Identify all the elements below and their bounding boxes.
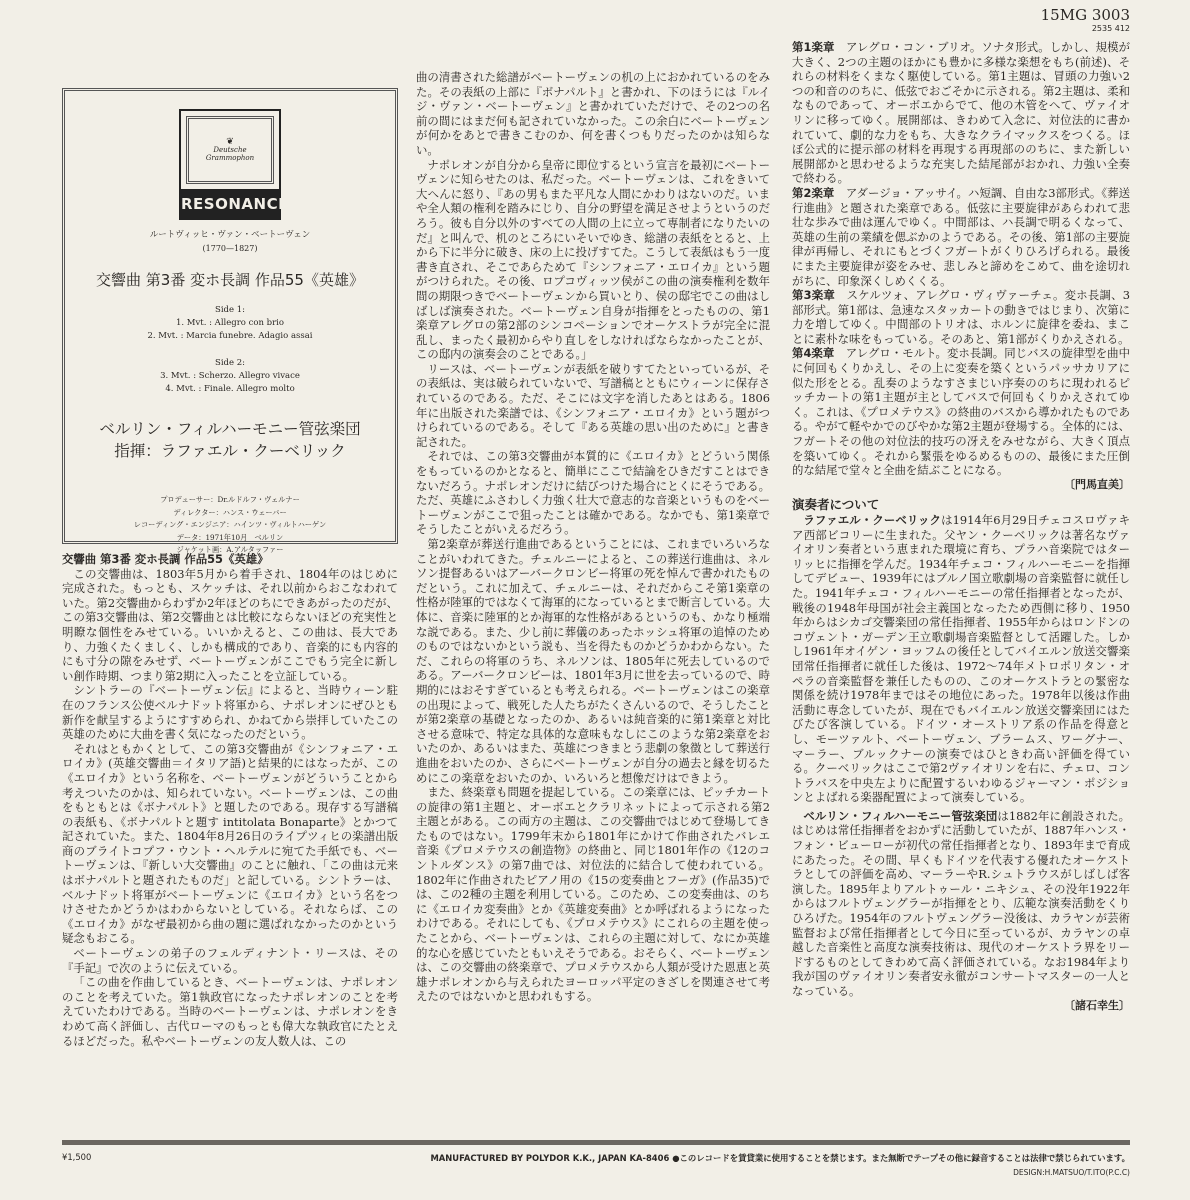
track: 2. Mvt. : Marcia funebre. Adagio assai: [147, 331, 313, 341]
catalog-sub: 2535 412: [1091, 24, 1130, 33]
movement-label: 第1楽章: [792, 40, 835, 54]
paragraph: それはともかくとして、この第3交響曲が《シンフォニア・エロイカ》(英雄交響曲＝イタリア語)と結果的にはなったが、この《エロイカ》という名称を、ベートーヴェンがどういうことから考えついたのかは、知られていない。ベートーヴェンは、この曲をもともとは《ボナパルト》と題したのである。現存する写譜稿の表紙も、《ボナパルトと題す intitolata Bonaparte》とかつて記されていた。また、1804年8月26日のライプツィヒの楽譜出版商のブライトコプフ・ウント・ヘルテルに宛てた手紙でも、ベートーヴェンは、『新しい大交響曲』のことに触れ、「この曲は元来はボナパルトと題されたものだ」と記している。シントラーは、ベルナドット将軍がベートーヴェンに《エロイカ》という名をつけさせたかどうかはわからないとしている。それならば、この《エロイカ》がなぜ最初から曲の題に選ばれなかったのかという疑念もおこる。: [62, 741, 398, 946]
movement-text: アダージョ・アッサイ。ハ短調、自由な3部形式。《葬送行進曲》と題された楽章である。低弦に主要旋律があらわれて悲壮な歩みで曲は運んでゆく。中間部は、ハ長調で明るくなって、英雄の生前の業績を偲ぶかのようである。その後、第1部の主要旋律が再帰し、それにもとづくフガートがくりひろげられる。最後にまた主要旋律が姿をみせ、悲しみと諦めをこめて、曲を途切れがちに、印象深くしめくくる。: [792, 185, 1130, 288]
design-credit: DESIGN:H.MATSUO/T.ITO(P.C.C): [1013, 1168, 1130, 1177]
track: 3. Mvt. : Scherzo. Allegro vivace: [160, 371, 300, 381]
credit-line: ディレクター：ハンス・ウェーバー: [173, 507, 287, 517]
composer: ルートヴィッヒ・ヴァン・ベートーヴェン: [149, 230, 311, 240]
credit-line: データ：1971年10月 ベルリン: [176, 532, 284, 542]
series-name: RESONANCE: [181, 189, 279, 218]
album-info-box: [62, 88, 398, 554]
paragraph: 「この曲を作曲しているとき、ベートーヴェンは、ナポレオンのことを考えていた。第1執政官になったナポレオンのことを考えていたわけである。当時のベートーヴェンは、ナポレオンをきわめて高く評価し、古代ローマのもっとも偉大な執政官にたとえるほどだった。私やベートーヴェンの友人数人は、この: [62, 975, 398, 1048]
paragraph: ベートーヴェンの弟子のフェルディナント・リースは、その『手記』で次のように伝えている。: [62, 946, 398, 975]
performers: [65, 418, 395, 462]
footer-divider: [62, 1140, 1130, 1145]
side-label: Side 2:: [215, 358, 245, 368]
side-label: Side 1:: [215, 305, 245, 315]
credit-line: プロデューサー：Dr.ルドルフ・ヴェルナー: [160, 495, 300, 504]
movement-text: スケルツォ、アレグロ・ヴィヴァーチェ。変ホ長調、3部形式。第1部は、急速なスタッカートの動きではじまり、次第に力を増してゆく。中間部のトリオは、ホルンに旋律を委ね、まことに素朴な味をもっている。そのあと、第1部がくりかえされる。: [792, 288, 1130, 346]
movement-4: [792, 346, 1130, 477]
paragraph: また、終楽章も問題を提起している。この楽章には、ピッチカートの旋律の第1主題と、オーボエとクラリネットによって示される第2主題とがある。この両方の主題は、この交響曲ではじめて登場してきたものではない。1799年末から1801年にかけて作曲されたバレエ音楽《プロメテウスの創造物》の終曲と、同じ1801年作の《12のコントルダンス》の第7曲では、対位法的に結合して使われている。1802年に作曲されたピアノ用の《15の変奏曲とフーガ》(作品35)では、この2種の主題を利用している。このため、この変奏曲は、のちに《エロイカ変奏曲》とか《英雄変奏曲》とか呼ばれるようになったわけである。それにしても、《プロメテウス》にこれらの主題を使ったことから、ベートーヴェンは、これらの主題に対して、なにか英雄的な心を感じていたともいえそうである。おそらく、ベートーヴェンは、この交響曲の終楽章で、プロメテウスから人類が受けた恩恵と英雄ナポレオンから与えられたヨーロッパ平定のきざしを関連させて考えたのではないかと思われもする。: [416, 785, 770, 1004]
orchestra: ベルリン・フィルハーモニー管弦楽団: [99, 420, 361, 438]
liner-notes-middle: [416, 70, 770, 1004]
tulip-icon: ❦: [226, 137, 234, 147]
price: ¥1,500: [62, 1152, 92, 1162]
conductor: 指揮：ラファエル・クーベリック: [114, 442, 346, 460]
bio-text: は1882年に創設された。はじめは常任指揮者をおかずに活動していたが、1887年ハンス・フォン・ビューローが初代の常任指揮者となり、1893年まで育成にあたった。その間、早くもドイツを代表する優れたオーケストラとしての評価を高め、マーラーやR.シュトラウスがしばしば客演した。1895年よりアルトゥール・ニキシュ、その没年1922年からはフルトヴェングラーが指揮をとり、広範な演奏活動をくりひろげた。1954年のフルトヴェングラー没後は、カラヤンが芸術監督および常任指揮者として今日に至っているが、カラヤンの卓越した音楽性と高度な演奏技術は、現代のオーケストラ界をリードするものとしてきわめて高く評価されている。なお1984年より我が国のヴァイオリン奏者安永徹がコンサートマスターの一人となっている。: [792, 808, 1130, 998]
composer-dates: (1770—1827): [202, 244, 258, 253]
bio-text: は1914年6月29日チェコスロヴァキア西部ビコリーに生まれた。父ヤン・クーベリックは著名なヴァイオリン奏者という恵まれた環境に育ち、プラハ音楽院ではターリッヒに指揮を学んだ。1934年チェコ・フィルハーモニーを指揮してデビュー、1939年にはブルノ国立歌劇場の音楽監督に就任した。1941年チェコ・フィルハーモニーの常任指揮者となったが、戦後の1948年母国が社会主義国となったため西側に移り、1950年からはシカゴ交響楽団の常任指揮者、1955年からはロンドンのコヴェント・ガーデン王立歌劇場音楽監督として活躍した。しかし1961年オイゲン・ヨッフムの後任としてバイエルン放送交響楽団常任指揮者に就任した後は、1972〜74年メトロポリタン・オペラの音楽監督を兼任したものの、このオーケストラとの緊密な関係を続け1978年まではその地位にあった。1978年以後は作曲活動に専念していたが、現在でもバイエルン放送交響楽団にはたびたび客演している。ドイツ・オーストリア系の作品を得意とし、モーツァルト、ベートーヴェン、ブラームス、ワーグナー、マーラー、ブルックナーの演奏ではひときわ高い評価を得ている。クーベリックはここで第2ヴァイオリンを右に、チェロ、コントラバスを中央左よりに配置するいわゆるジャーマン・ポジションとよばれる楽器配置によって演奏している。: [792, 513, 1130, 805]
side-2: [65, 357, 395, 396]
catalog-number: [1041, 6, 1130, 33]
credit-line: ジャケット画：A.アルタッファー: [176, 545, 284, 554]
work-title: 交響曲 第3番 変ホ長調 作品55《英雄》: [96, 271, 364, 289]
movement-label: 第3楽章: [792, 288, 836, 303]
paragraph: それでは、この第3交響曲が本質的に《エロイカ》とどういう関係をもっているのかとなると、簡単にここで結論をひきだすことはできないだろう。ナポレオンだけに結びつけた場合にとくにそうである。ただ、英雄にふさわしく力強く壮大で意志的な音楽というものをベートーヴェンがここで狙ったことは確かである。なかでも、第1楽章でそうしたことがいえるだろう。: [416, 449, 770, 537]
section-heading: 交響曲 第3番 変ホ長調 作品55《英雄》: [62, 552, 269, 566]
performers-heading: 演奏者について: [792, 497, 880, 513]
paragraph: リースは、ベートーヴェンが表紙を破りすてたといっているが、その表紙は、実は破られていないで、写譜稿とともにウィーンに保存されているのである。ただ、そこには文字を消したあとはある。1806年に出版された楽譜では、《シンフォニア・エロイカ》という題がつけられているのである。そして『ある英雄の思い出のために』と書き記された。: [416, 361, 770, 449]
author-signature: 〔諸石幸生〕: [1064, 998, 1130, 1012]
paragraph: 第2楽章が葬送行進曲であるということには、これまでいろいろなことがいわれてきた。チェルニーによると、この葬送行進曲は、ネルソン提督あるいはアーバークロンビー将軍の死を悼んで書かれたものだという。これに加えて、チェルニーは、それだからこそ第1楽章の性格が陸軍的ではなくて海軍的になっているとまで断言している。大体に、音楽に陸軍的とか海軍的な性格があるというのも、かなり極端な説である。また、少し前に葬儀のあったホッシュ将軍の追悼のためのものではないかという説も、当を得たものかどうかわからない。ただ、これらの将軍のうち、ネルソンは、1805年に死去しているのである。アーバークロンビーは、1801年3月に世を去っているので、時期的にはおそすぎているとも考えられる。ベートーヴェンはこの楽章の出現によって、戦死した人たちがたくさんいるので、そうしたことが第2楽章の基礎となったのか、あるいは純音楽的に第1楽章と対比させる意味で、特定な具体的な意味もなしにこのような第2楽章をおいたのか、あるいはまた、英雄につきまとう悲劇の象徴として葬送行進曲をおいたのか、さらにベートーヴェンが自分の過去と縁を切るためにこの楽章をおいたのか、いろいろと想像だけはできよう。: [416, 537, 770, 785]
liner-notes-left: [62, 552, 398, 1048]
side-1: [65, 304, 395, 343]
bpo-bio: [792, 809, 1130, 999]
movement-label: 第2楽章: [792, 185, 835, 200]
liner-notes-right: [792, 40, 1130, 1013]
credits: [65, 494, 395, 557]
bio-name: ベルリン・フィルハーモニー管弦楽団: [803, 808, 998, 823]
bio-name: ラファエル・クーベリック: [803, 513, 942, 527]
movement-2: [792, 186, 1130, 288]
credit-line: レコーディング・エンジニア：ハインツ・ヴィルトハーゲン: [133, 520, 327, 529]
author-signature: 〔門馬直美〕: [1064, 477, 1130, 491]
catalog-main: 15MG 3003: [1040, 6, 1130, 24]
track: 4. Mvt. : Finale. Allegro molto: [165, 384, 295, 394]
kubelik-bio: [792, 513, 1130, 805]
movement-text: アレグロ・コン・ブリオ。ソナタ形式。しかし、規模が大きく、2つの主題のほかにも豊かに多様な楽想をもち(前述)、それらの材料をくまなく駆使している。第1主題は、冒頭の力強い2つの和音ののちに、低弦でおごそかに示される。第2主題は、柔和なものであって、オーボエからでて、他の木管をへて、ヴァイオリンに移ってゆく。展開部は、きわめて入念に、対位法的に書かれていて、劇的な力をもち、大きなクライマックスをつくる。ほぼ公式的に提示部の材料を再現する再現部ののちに、また新しい展開部かと思わせるような充実した結尾部がおかれ、力強い全奏で終わる。: [792, 40, 1130, 186]
movement-label: 第4楽章: [792, 346, 835, 361]
paragraph: ナポレオンが自分から皇帝に即位するという宣言を最初にベートーヴェンに知らせたのは、私だった。ベートーヴェンは、これをきいて大へんに怒り、『あの男もまた平凡な人間にかわりはないのだ。いまや全人類の権利を踏みにじり、自分の野望を満足させようというのだろう。彼も自分以外のすべての人間の上に立って専制者になりたいのだ』と叫んで、机のところにいそいでゆき、総譜の表紙をとると、上から下に半分に破き、床の上に投げすてた。こうして表紙はもう一度書き直され、そこであらためて『シンフォニア・エロイカ』という題がつけられた。その後、ロプコヴィッツ侯がこの曲の演奏権利を数年間の期限つきでベートーヴェンから買いとり、侯の邸宅でこの曲はしばしば演奏された。ベートーヴェン自身が指揮をとったものの、第1楽章アレグロの第2部のシンコペーションでオーケストラが完全に混乱し、まったく最初からやり直しをしなければならなかったことが、この邸内の演奏会のことである。」: [416, 157, 770, 362]
movement-text: アレグロ・モルト。変ホ長調。同じバスの旋律型を曲中に何回もくりかえし、その上に変奏を築くというパッサカリアに似た形をとる。乱奏のようなすさまじい序奏ののちに現われるピッチカートの第1主題が主としてバスで何回もくりかえされてゆく。これは、《プロメテウス》の終曲のバスから導かれたものである。やがて軽やかでのびやかな第2主題が登場する。全体的には、フガートその他の対位法的技巧の冴えをみせながら、大きく頂点を築いてゆく。それから緊張をゆるめるものの、最後にまた圧倒的な結尾で堂々と全曲を結ぶことになる。: [792, 346, 1130, 478]
manufacturer-notice: MANUFACTURED BY POLYDOR K.K., JAPAN KA-8406 ●このレコードを賃貸業に使用することを禁じます。また無断でテープその他に録音することは法律で禁じられています。: [430, 1153, 1130, 1163]
dg-resonance-logo: [179, 109, 289, 220]
movement-3: [792, 288, 1130, 346]
track: 1. Mvt. : Allegro con brio: [175, 318, 285, 328]
paragraph: シントラーの『ベートーヴェン伝』によると、当時ウィーン駐在のフランス公使ベルナドット将軍から、ナポレオンにぜひとも新作を献呈するようにすすめられ、かねてから崇拝していたこの英雄のために大曲を書く気になったのだという。: [62, 683, 398, 742]
movement-1: [792, 40, 1130, 186]
paragraph: 曲の清書された総譜がベートーヴェンの机の上におかれているのをみた。その表紙の上部に『ボナパルト』と書かれ、下のほうには『ルイジ・ヴァン・ベートーヴェン』と書かれていただけで、その2つの名前の間にはまだ何も記されていなかった。この余白にベートーヴェンが何かをあとで書きこむのか、何を書くつもりだったのかは知らない。: [416, 70, 770, 157]
paragraph: この交響曲は、1803年5月から着手され、1804年のはじめに完成された。もっとも、スケッチは、それ以前からおこなわれていた。第2交響曲からわずか2年ほどのちにできあがったのだが、この第3交響曲は、第2交響曲とは比較にならないほどの充実性と明瞭な個性をみせている。いいかえると、この曲は、長大であり、力強くたくましく、しかも構成的であり、音楽的にも内容的にも寸分の隙をみせず、ベートーヴェンがここでもう完全に新しい創作時期、つまり第2期に入ったことを立証している。: [62, 566, 398, 683]
dg-cartouche-logo: ❦ Deutsche Grammophon: [186, 116, 274, 184]
